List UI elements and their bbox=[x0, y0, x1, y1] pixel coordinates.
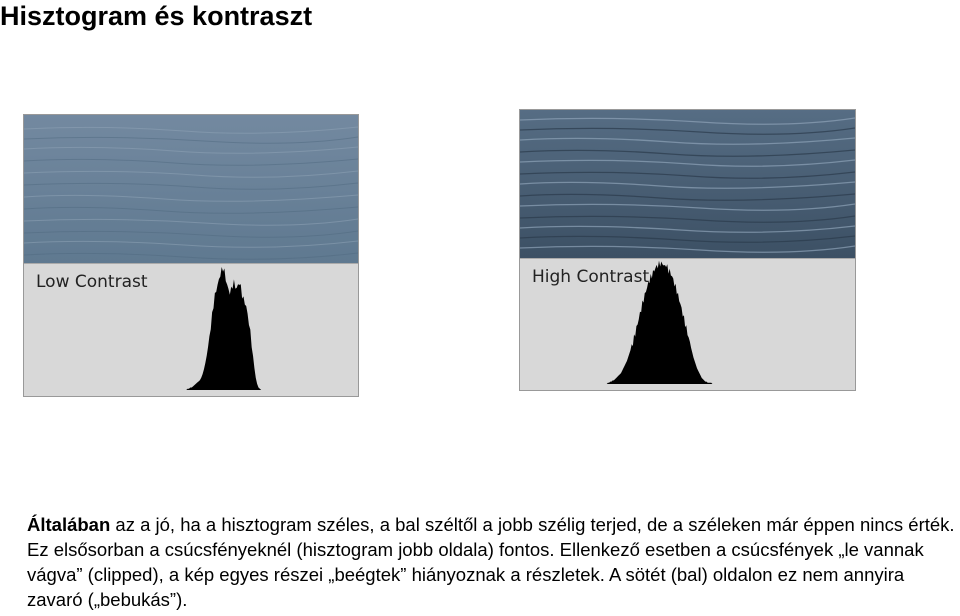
low-contrast-label: Low Contrast bbox=[36, 272, 148, 292]
high-contrast-figure bbox=[519, 109, 856, 391]
high-contrast-histogram bbox=[520, 259, 855, 390]
low-contrast-histogram-panel bbox=[24, 263, 358, 396]
high-contrast-histogram-shape bbox=[520, 261, 855, 384]
low-contrast-histogram-shape bbox=[24, 267, 358, 390]
high-contrast-label: High Contrast bbox=[532, 267, 650, 287]
body-paragraph-bold-lead: Általában bbox=[27, 514, 111, 535]
low-contrast-histogram bbox=[24, 264, 358, 396]
page-title: Hisztogram és kontraszt bbox=[0, 1, 313, 31]
water-photo-low-contrast bbox=[24, 115, 358, 263]
body-paragraph-text: az a jó, ha a hisztogram széles, a bal széltől a jobb szélig terjed, de a széleken már éppen nincs érték. Ez elsősorban a csúcsfényeknél (hisztogram jobb oldala) fontos. Ellenkező esetben a csúcsfények „le vannak vágva” (clipped), a kép egyes részei „beégtek” hiányoznak a részletek. A sötét (bal) oldalon ez nem annyira zavaró („bebukás”). bbox=[27, 514, 955, 610]
high-contrast-histogram-panel bbox=[520, 258, 855, 390]
body-paragraph bbox=[27, 512, 957, 612]
water-photo-high-contrast bbox=[520, 110, 855, 258]
low-contrast-figure bbox=[23, 114, 359, 397]
